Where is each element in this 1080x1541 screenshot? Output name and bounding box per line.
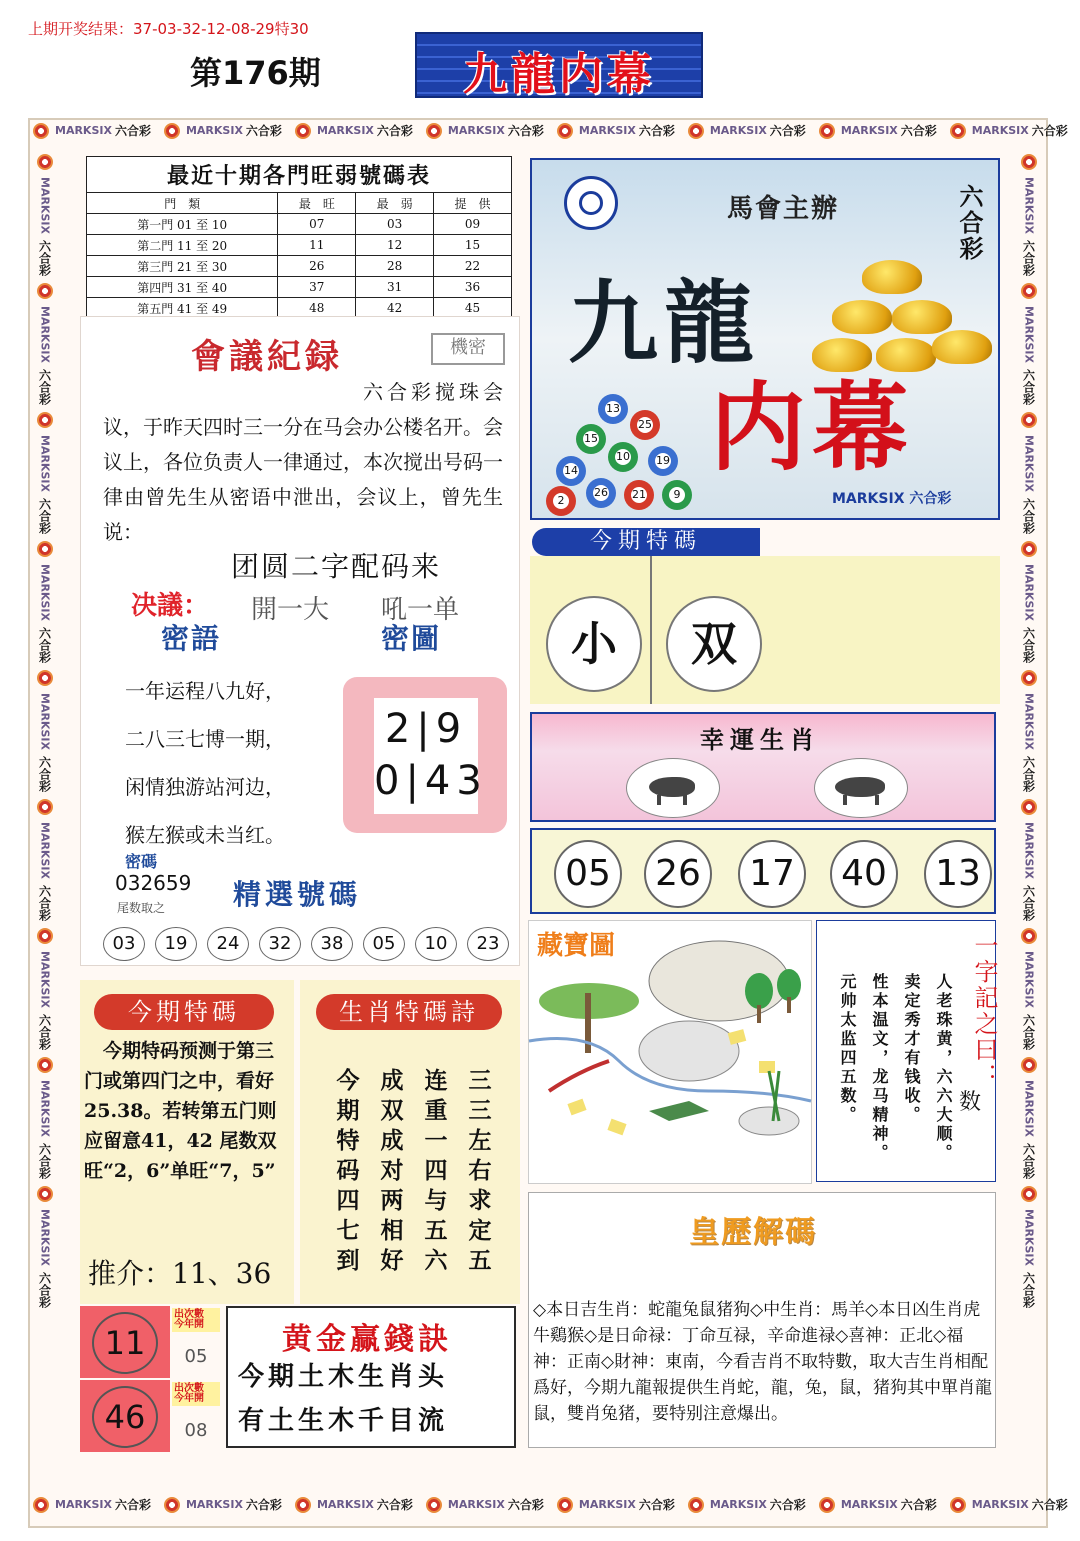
pick-numbers [103,927,509,961]
special-prediction [80,980,294,1304]
band-liuhecai: 六合彩 [376,1498,413,1512]
band-liuhecai: 六合彩 [245,124,282,138]
prediction-pick [88,1252,271,1292]
lottery-ball: 9 [662,480,692,510]
number-ball: 40 [830,840,898,908]
flower-icon [1021,283,1037,299]
flower-icon [33,1497,49,1513]
band-liuhecai: 六合彩 [638,1498,675,1512]
riddle-answer: 数 [959,1090,982,1115]
band-liuhecai: 六合彩 [900,124,937,138]
band-liuhecai: 六合彩 [638,124,675,138]
poem-char: 定 [468,1217,492,1244]
band-marksix: MARKSIX [840,124,898,137]
five-numbers [530,828,996,914]
flower-icon [37,412,53,428]
band-marksix: MARKSIX [1022,1079,1036,1137]
secret-stamp: 機密 [431,333,505,365]
flower-icon [1021,541,1037,557]
poem-char: 五 [468,1247,492,1274]
poem-char: 到 [336,1247,360,1274]
band-marksix: MARKSIX [1022,305,1036,363]
poem-char: 双 [380,1097,404,1124]
poem-char: 好 [380,1247,404,1274]
flower-icon [1021,154,1037,170]
imperial-calendar [528,1192,996,1448]
table-row [87,256,512,277]
decision-hint-single: 吼一单 [381,595,460,625]
history-count: 08 [184,1420,208,1441]
band-marksix: MARKSIX [971,1498,1029,1511]
pick-value: 11、36 [172,1257,272,1290]
band-liuhecai: 六合彩 [1021,1271,1036,1308]
band-marksix: MARKSIX [1022,434,1036,492]
poem-char: 今 [336,1067,360,1094]
poem-char: 三 [468,1097,492,1124]
flower-icon [557,1497,573,1513]
table-cell: 第五門 41 至 49 [87,298,278,319]
table-cell: 第四門 31 至 40 [87,277,278,298]
flower-icon [37,670,53,686]
band-liuhecai: 六合彩 [1031,124,1068,138]
band-liuhecai: 六合彩 [1021,884,1036,921]
riddle-line: 卖定秀才有钱收。 [902,973,921,1125]
decision-hint-big: 開一大 [251,595,330,625]
table-cell: 42 [356,298,434,319]
poem-char: 重 [424,1097,448,1124]
number-ball: 10 [415,927,457,961]
flower-icon [37,799,53,815]
flower-icon [819,1497,835,1513]
band-liuhecai: 六合彩 [376,124,413,138]
divider [650,556,652,704]
riddle-heading: 一字記之曰： [970,933,998,1089]
poster-brand: MARKSIX 六合彩 [832,491,952,507]
poem-char: 码 [336,1157,360,1184]
band-liuhecai: 六合彩 [37,626,52,663]
flower-icon [37,1186,53,1202]
history-label: 出次數 今年開 [172,1382,220,1406]
table-cell: 37 [278,277,356,298]
band-marksix: MARKSIX [55,1498,112,1511]
band-liuhecai: 六合彩 [1021,626,1036,663]
poem-line: 二八三七博一期， [125,727,285,751]
table-cell: 09 [434,214,512,235]
poem-char: 三 [468,1067,492,1094]
band-marksix: MARKSIX [709,124,767,137]
poem-char: 四 [336,1187,360,1214]
band-marksix: MARKSIX [55,124,112,137]
table-cell: 15 [434,235,512,256]
flower-icon [1021,1057,1037,1073]
band-liuhecai: 六合彩 [37,1271,52,1308]
table-cell: 31 [356,277,434,298]
stats-table [86,156,512,319]
table-cell: 第二門 11 至 20 [87,235,278,256]
band-marksix: MARKSIX [578,1498,636,1511]
number-ball: 19 [155,927,197,961]
poster-title-top: 九龍 [568,270,760,376]
flower-icon [950,123,966,139]
poem-char: 一 [424,1127,448,1154]
band-marksix: MARKSIX [840,1498,898,1511]
lottery-ball: 13 [598,394,628,424]
poem-char: 对 [380,1157,404,1184]
table-cell: 28 [356,256,434,277]
poem-char: 特 [336,1127,360,1154]
band-liuhecai: 六合彩 [769,124,806,138]
band-liuhecai: 六合彩 [245,1498,282,1512]
history-box [80,1306,222,1452]
flower-icon [819,123,835,139]
code-label: 密碼 [125,852,158,871]
band-liuhecai: 六合彩 [1031,1498,1068,1512]
band-marksix: MARKSIX [38,1208,52,1266]
band-marksix: MARKSIX [316,124,374,137]
band-marksix: MARKSIX [709,1498,767,1511]
horse-icon [814,758,908,818]
poem-char: 左 [468,1127,492,1154]
imperial-title: 皇歷解碼 [689,1215,817,1250]
band-marksix: MARKSIX [1022,692,1036,750]
border-band-right [1014,150,1044,1496]
poem-char: 与 [424,1187,448,1214]
band-marksix: MARKSIX [1022,950,1036,1008]
table-cell: 03 [356,214,434,235]
band-liuhecai: 六合彩 [37,368,52,405]
flower-icon [688,1497,704,1513]
history-label: 出次數 今年開 [172,1308,220,1332]
pig-icon [626,758,720,818]
band-marksix: MARKSIX [1022,821,1036,879]
golden-line: 有土生木千目流 [238,1406,449,1436]
band-marksix: MARKSIX [185,124,243,137]
flower-icon [1021,928,1037,944]
band-marksix: MARKSIX [1022,1208,1036,1266]
decision-label: 决議： [131,591,210,621]
last-result: 上期开奖结果：37-03-32-12-08-29特30 [28,20,309,38]
band-liuhecai: 六合彩 [1021,755,1036,792]
stats-title: 最近十期各門旺弱號碼表 [86,156,512,192]
band-liuhecai: 六合彩 [37,755,52,792]
flower-icon [37,1057,53,1073]
flower-icon [37,928,53,944]
minutes-title: 會議紀録 [191,337,343,377]
flower-icon [1021,412,1037,428]
number-ball: 05 [554,840,622,908]
table-cell: 第三門 21 至 30 [87,256,278,277]
poem-char: 六 [424,1247,448,1274]
puzzle-top: 2|9 [384,706,468,752]
table-header-row [87,193,512,214]
band-marksix: MARKSIX [38,177,52,234]
code-note: 尾数取之 [117,901,166,915]
band-marksix: MARKSIX [1022,563,1036,621]
lottery-ball: 26 [586,478,616,508]
poem-line: 猴左猴或未当红。 [125,823,285,847]
table-cell: 第一門 01 至 10 [87,214,278,235]
band-marksix: MARKSIX [971,124,1029,137]
band-liuhecai: 六合彩 [37,1013,52,1050]
special-code-box [530,556,1000,704]
band-marksix: MARKSIX [38,821,52,879]
pick-label: 推介： [88,1257,173,1290]
table-header: 門 類 [87,193,278,214]
band-liuhecai: 六合彩 [1021,1013,1036,1050]
meeting-minutes [80,316,520,966]
special-parity: 双 [666,596,762,692]
flower-icon [1021,670,1037,686]
number-ball: 38 [311,927,353,961]
poster-organizer: 馬會主辦 [727,194,840,224]
number-ball: 05 [363,927,405,961]
band-liuhecai: 六合彩 [1021,497,1036,534]
band-marksix: MARKSIX [316,1498,374,1511]
band-marksix: MARKSIX [38,305,52,363]
flower-icon [164,1497,180,1513]
number-ball: 13 [924,840,992,908]
table-cell: 26 [278,256,356,277]
poem-char: 四 [424,1157,448,1184]
table-header: 提 供 [434,193,512,214]
prediction-text: 今期特码预测于第三门或第四门之中，看好25.38。若转第五门则应留意41，42 尾数双旺“2，6”单旺“7，5” [84,1040,277,1182]
puzzle-card [373,697,488,815]
gold-ingot-icon [862,260,922,294]
poem-char: 七 [336,1217,360,1244]
table-cell: 48 [278,298,356,319]
puzzle-bottom: 0|43 [374,758,488,804]
table-header: 最 旺 [278,193,356,214]
lucky-title: 幸運生肖 [700,725,820,754]
word-riddle [816,920,996,1182]
poem-char: 五 [424,1217,448,1244]
band-liuhecai: 六合彩 [37,497,52,534]
band-marksix: MARKSIX [447,1498,505,1511]
flower-icon [37,154,53,170]
treasure-map [528,920,812,1184]
band-marksix: MARKSIX [38,434,52,492]
flower-icon [1021,799,1037,815]
poem-line: 闲情独游站河边， [125,775,285,799]
poem-char: 期 [336,1097,360,1124]
cipher-poem [125,667,285,859]
band-liuhecai: 六合彩 [114,124,151,138]
riddle-line: 人老珠黄，六六大顺。 [934,973,953,1163]
poem-grid [326,1062,502,1272]
number-ball: 23 [467,927,509,961]
table-row [87,214,512,235]
band-liuhecai: 六合彩 [507,1498,544,1512]
secret-picture [343,677,507,833]
code-value: 032659 [115,871,192,895]
poster-title-bottom: 内幕 [710,371,914,484]
table-row [87,277,512,298]
number-ball: 17 [738,840,806,908]
table-cell: 12 [356,235,434,256]
flower-icon [164,123,180,139]
band-liuhecai: 六合彩 [1021,1142,1036,1179]
band-marksix: MARKSIX [38,950,52,1008]
lottery-ball: 21 [624,480,654,510]
band-marksix: MARKSIX [447,124,505,137]
border-band-top [30,122,1068,150]
band-liuhecai: 六合彩 [37,884,52,921]
number-ball: 32 [259,927,301,961]
riddle-line: 元帅太监四五数。 [838,973,857,1125]
imperial-text: ◇本日吉生肖：蛇龍兔鼠猪狗◇中生肖：馬羊◇本日凶生肖虎牛鷄猴◇是日命禄：丁命互禄，辛命進禄◇喜神：正北◇福神：正南◇財神：東南，今看吉肖不取特數，取大吉生肖相配爲好，今期九龍報提供生肖蛇，龍，兔，鼠，猪狗其中單肖龍鼠，雙肖兔猪，要特别注意爆出。 [533,1300,992,1424]
band-liuhecai: 六合彩 [769,1498,806,1512]
number-ball: 24 [207,927,249,961]
poem-char: 两 [380,1187,404,1214]
prediction-title: 今期特碼 [94,994,274,1030]
poem-char: 求 [468,1187,492,1214]
flower-icon [557,123,573,139]
number-ball: 03 [103,927,145,961]
band-liuhecai: 六合彩 [507,124,544,138]
poem-char: 连 [424,1067,448,1094]
lottery-ball: 14 [556,456,586,486]
riddle-line: 性本温文，龙马精神。 [870,973,889,1163]
poster-lottery-name: 六合彩 [955,184,984,262]
table-cell: 11 [278,235,356,256]
flower-icon [37,283,53,299]
number-ball: 26 [644,840,712,908]
flower-icon [37,541,53,557]
poem-char: 相 [380,1217,404,1244]
gold-ingot-icon [832,300,892,334]
flower-icon [295,123,311,139]
table-cell: 36 [434,277,512,298]
history-count: 05 [184,1346,208,1367]
band-liuhecai: 六合彩 [1021,368,1036,405]
table-cell: 22 [434,256,512,277]
poster [530,158,1000,520]
band-marksix: MARKSIX [38,1079,52,1137]
flower-icon [1021,1186,1037,1202]
poem-char: 成 [380,1067,404,1094]
border-band-bottom [30,1496,1068,1524]
border-band-left [30,150,60,1496]
flower-icon [950,1497,966,1513]
lottery-ball: 2 [546,486,576,516]
history-number: 46 [92,1386,158,1448]
treasure-title: 藏寶圖 [537,931,616,961]
band-liuhecai: 六合彩 [114,1498,151,1512]
table-header: 最 弱 [356,193,434,214]
gold-ingot-icon [932,330,992,364]
flower-icon [295,1497,311,1513]
band-marksix: MARKSIX [185,1498,243,1511]
poem-line: 一年运程八九好， [125,679,285,703]
riddle-phrase: 团圆二字配码来 [231,550,442,583]
zodiac-poem [300,980,520,1304]
poem-char: 成 [380,1127,404,1154]
picture-label: 密圖 [381,622,442,655]
zodiac-poem-title: 生肖特碼詩 [316,994,502,1030]
golden-line: 今期土木生肖头 [238,1362,449,1392]
flower-icon [688,123,704,139]
table-row [87,235,512,256]
table-cell: 07 [278,214,356,235]
lottery-ball: 15 [576,424,606,454]
band-liuhecai: 六合彩 [37,1142,52,1179]
issue-number: 第176期 [190,54,321,92]
golden-tip [226,1306,516,1448]
band-marksix: MARKSIX [38,563,52,621]
pick-title: 精選號碼 [233,878,362,911]
special-size: 小 [546,596,642,692]
poem-char: 右 [468,1157,492,1184]
lottery-ball: 10 [608,442,638,472]
lucky-zodiac [530,712,996,822]
special-code-label: 今期特碼 [532,528,760,556]
table-cell: 45 [434,298,512,319]
lottery-ball: 19 [648,446,678,476]
flower-icon [426,1497,442,1513]
masthead-title: 九龍内幕 [463,49,655,100]
band-liuhecai: 六合彩 [900,1498,937,1512]
gold-ingot-icon [892,300,952,334]
band-marksix: MARKSIX [38,692,52,750]
cipher-label: 密語 [161,622,222,655]
band-liuhecai: 六合彩 [37,239,52,276]
band-marksix: MARKSIX [1022,177,1036,234]
minutes-body: 六合彩搅珠会议，于昨天四时三一分在马会办公楼名开。会议上，各位负责人一律通过，本次搅出号码一律由曾先生从密语中泄出，会议上，曾先生说： [103,380,503,544]
history-number: 11 [92,1312,158,1374]
band-marksix: MARKSIX [578,124,636,137]
jockey-club-logo-icon [564,176,618,230]
flower-icon [426,123,442,139]
band-liuhecai: 六合彩 [1021,239,1036,276]
flower-icon [33,123,49,139]
golden-title: 黄金赢錢訣 [282,1322,452,1357]
lottery-ball: 25 [630,410,660,440]
masthead [415,32,703,98]
